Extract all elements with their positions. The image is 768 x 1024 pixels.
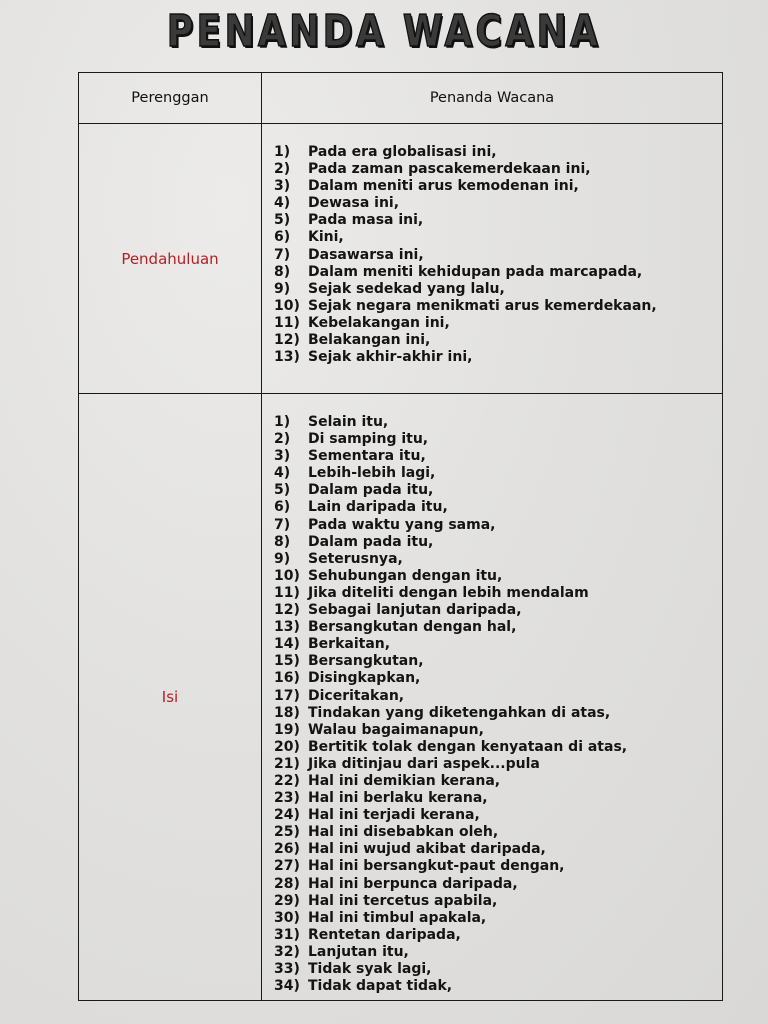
list-item-number: 6) [274,499,291,516]
section-label: Isi [79,394,262,1001]
table-header-row [79,73,723,124]
list-item [274,978,722,995]
list-item [274,773,722,790]
list-item-text: Walau bagaimanapun, [308,721,484,738]
list-item-text: Rentetan daripada, [308,926,461,943]
list-item [274,841,722,858]
list-item-text: Bersangkutan dengan hal, [308,619,517,636]
list-item [274,315,722,332]
list-item-number: 9) [274,550,291,567]
table-row-isi [79,394,723,1001]
list-item-number: 10) [274,567,300,584]
list-item [274,636,722,653]
list-item-number: 7) [274,246,291,263]
list-item [274,414,722,431]
list-item-text: Dewasa ini, [308,195,400,212]
list-item [274,688,722,705]
marker-list [262,394,723,1001]
table-row-pendahuluan [79,124,723,394]
list-item-number: 20) [274,738,300,755]
list-item [274,910,722,927]
list-item [274,790,722,807]
list-item [274,264,722,281]
list-item [274,944,722,961]
list-item [274,568,722,585]
list-item-text: Kini, [308,229,344,246]
list-item [274,178,722,195]
list-item-number: 10) [274,297,300,314]
list-item-text: Pada zaman pascakemerdekaan ini, [308,161,591,178]
list-item-number: 26) [274,841,300,858]
column-header-penanda-wacana: Penanda Wacana [262,73,723,124]
list-item [274,585,722,602]
list-item-text: Tindakan yang diketengahkan di atas, [308,704,611,721]
list-item-number: 13) [274,349,300,366]
list-item [274,705,722,722]
list-item-text: Sejak negara menikmati arus kemerdekaan, [308,297,657,314]
list-item [274,212,722,229]
list-item [274,739,722,756]
list-item-number: 2) [274,161,291,178]
list-item [274,229,722,246]
list-item-text: Lebih-lebih lagi, [308,465,436,482]
list-item-number: 11) [274,314,300,331]
list-item-text: Jika diteliti dengan lebih mendalam [308,584,589,601]
list-item-number: 21) [274,755,300,772]
list-item-text: Sehubungan dengan itu, [308,567,503,584]
list-item [274,602,722,619]
list-item-number: 31) [274,926,300,943]
list-item [274,876,722,893]
marker-list [262,124,723,394]
list-item-number: 19) [274,721,300,738]
list-item-text: Hal ini timbul apakala, [308,909,487,926]
list-item-text: Diceritakan, [308,687,405,704]
list-item-number: 34) [274,978,300,995]
list-item-text: Dalam pada itu, [308,533,434,550]
list-item-text: Sejak akhir-akhir ini, [308,349,473,366]
list-item [274,298,722,315]
list-item-text: Hal ini berlaku kerana, [308,790,488,807]
list-item [274,499,722,516]
list-item-text: Tidak syak lagi, [308,961,432,977]
list-item-text: Pada waktu yang sama, [308,516,496,533]
list-item-number: 7) [274,516,291,533]
list-item-text: Jika ditinjau dari aspek...pula [308,755,540,772]
list-item-text: Di samping itu, [308,431,429,448]
list-item [274,927,722,944]
list-item [274,893,722,910]
list-item-text: Kebelakangan ini, [308,314,450,331]
list-item [274,332,722,349]
list-item [274,534,722,551]
list-item-text: Hal ini disebabkan oleh, [308,824,499,841]
list-item-text: Bertitik tolak dengan kenyataan di atas, [308,738,628,755]
list-item [274,517,722,534]
list-item-number: 2) [274,431,291,448]
list-item-text: Sebagai lanjutan daripada, [308,602,522,619]
list-item [274,431,722,448]
list-item-text: Dasawarsa ini, [308,246,424,263]
list-item-number: 23) [274,790,300,807]
list-item-number: 11) [274,584,300,601]
list-item [274,482,722,499]
list-item-number: 4) [274,195,291,212]
list-item-number: 32) [274,943,300,960]
list-item-text: Dalam meniti kehidupan pada marcapada, [308,263,643,280]
list-item-text: Lain daripada itu, [308,499,448,516]
list-item-number: 15) [274,653,300,670]
list-item-number: 5) [274,482,291,499]
list-item [274,653,722,670]
list-item-number: 29) [274,892,300,909]
list-item-text: Disingkapkan, [308,670,421,687]
list-item-number: 33) [274,961,300,977]
list-item [274,551,722,568]
list-item-text: Hal ini berpunca daripada, [308,875,518,892]
list-item [274,144,722,161]
list-item-number: 1) [274,144,291,160]
list-item [274,858,722,875]
list-item-text: Seterusnya, [308,550,403,567]
list-item-number: 6) [274,229,291,246]
list-item [274,824,722,841]
list-item-number: 13) [274,619,300,636]
list-item [274,161,722,178]
list-item [274,670,722,687]
list-item-text: Belakangan ini, [308,332,431,349]
list-item-number: 9) [274,280,291,297]
list-item [274,807,722,824]
list-item-number: 28) [274,875,300,892]
list-item [274,465,722,482]
list-item-number: 8) [274,533,291,550]
list-item-number: 17) [274,687,300,704]
list-item [274,961,722,978]
list-item-number: 30) [274,909,300,926]
discourse-marker-table [78,72,723,1001]
list-item-number: 16) [274,670,300,687]
list-item-text: Dalam meniti arus kemodenan ini, [308,178,579,195]
list-item [274,448,722,465]
list-item-text: Bersangkutan, [308,653,424,670]
list-item-number: 4) [274,465,291,482]
list-item-number: 24) [274,807,300,824]
list-item-text: Tidak dapat tidak, [308,978,453,995]
list-item-text: Pada era globalisasi ini, [308,144,497,160]
list-item-number: 3) [274,178,291,195]
list-item [274,281,722,298]
list-item-text: Sejak sedekad yang lalu, [308,280,505,297]
list-item [274,619,722,636]
list-item-text: Dalam pada itu, [308,482,434,499]
list-item-number: 12) [274,332,300,349]
list-item-number: 27) [274,858,300,875]
list-item-text: Selain itu, [308,414,389,430]
list-item [274,195,722,212]
list-item-number: 1) [274,414,291,430]
list-item-number: 3) [274,448,291,465]
list-item-text: Pada masa ini, [308,212,424,229]
list-item-number: 12) [274,602,300,619]
list-item-number: 22) [274,772,300,789]
list-item [274,247,722,264]
list-item-text: Lanjutan itu, [308,943,409,960]
list-item-text: Hal ini demikian kerana, [308,772,501,789]
list-item [274,756,722,773]
list-item-number: 5) [274,212,291,229]
column-header-perenggan: Perenggan [79,73,262,124]
list-item-text: Hal ini tercetus apabila, [308,892,498,909]
page-title: PENANDA WACANA [166,6,602,57]
list-item-text: Hal ini bersangkut-paut dengan, [308,858,565,875]
list-item-text: Hal ini wujud akibat daripada, [308,841,546,858]
list-item-text: Sementara itu, [308,448,426,465]
section-label: Pendahuluan [79,124,262,394]
list-item-text: Berkaitan, [308,636,391,653]
list-item [274,722,722,739]
list-item-text: Hal ini terjadi kerana, [308,807,480,824]
list-item-number: 25) [274,824,300,841]
list-item-number: 8) [274,263,291,280]
list-item-number: 14) [274,636,300,653]
list-item-number: 18) [274,704,300,721]
list-item [274,349,722,366]
